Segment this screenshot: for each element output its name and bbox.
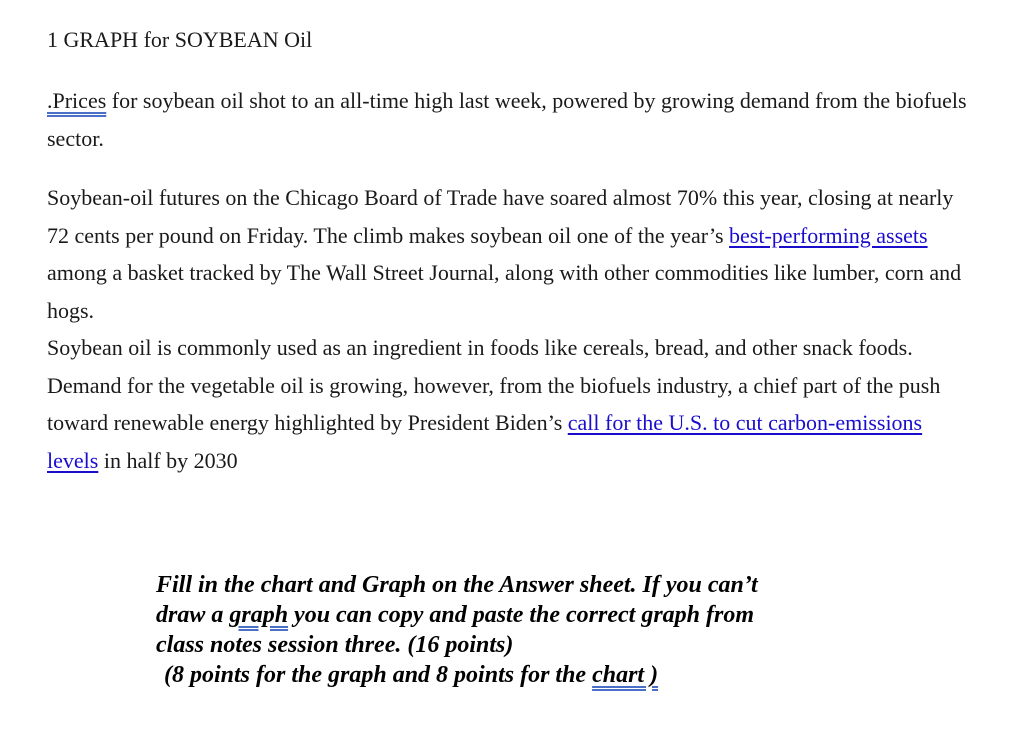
paragraph-futures: [47, 179, 977, 329]
paragraph-biofuels-text-2: in half by 2030: [98, 447, 238, 473]
paragraph-futures-text-1: Soybean-oil futures on the Chicago Board of Trade have soared almost 70% this year, closing at nearly 72 cents per pound on Friday. The climb makes soybean oil one of the year’s: [47, 185, 954, 248]
assignment-instructions: [156, 570, 986, 690]
instructions-line-3: class notes session three. (16 points): [156, 632, 514, 658]
chart-word: chart ): [592, 662, 659, 688]
paragraph-futures-text-2: among a basket tracked by The Wall Street Journal, along with other commodities like lumber, corn and hogs.: [47, 260, 962, 323]
paragraph-prices: [47, 82, 977, 157]
instructions-line-2-pre: draw a: [156, 602, 230, 628]
document-heading: 1 GRAPH for SOYBEAN Oil: [47, 27, 313, 52]
graph-word: graph: [229, 602, 289, 628]
instructions-line-2-post: you can copy and paste the correct graph from: [288, 602, 755, 628]
best-performing-assets-link[interactable]: best-performing assets: [729, 222, 928, 248]
paragraph-biofuels-text-1: Soybean oil is commonly used as an ingredient in foods like cereals, bread, and other snack foods. Demand for the vegetable oil is growing, however, from the biofuels industry, a chief part of the push toward renewable energy highlighted by President Biden’s: [47, 335, 941, 435]
paragraph-biofuels: [47, 329, 977, 479]
instructions-line-2: [156, 600, 986, 630]
carbon-emissions-link[interactable]: call for the U.S. to cut carbon-emissions levels: [47, 410, 923, 473]
instructions-line-1: Fill in the chart and Graph on the Answer sheet. If you can’t: [156, 572, 758, 598]
prices-word: .Prices: [47, 88, 107, 113]
instructions-line-4-pre: (8 points for the graph and 8 points for the: [164, 662, 593, 688]
paragraph-prices-text: for soybean oil shot to an all-time high last week, powered by growing demand from the biofuels sector.: [47, 88, 967, 151]
instructions-line-4: [156, 660, 986, 690]
